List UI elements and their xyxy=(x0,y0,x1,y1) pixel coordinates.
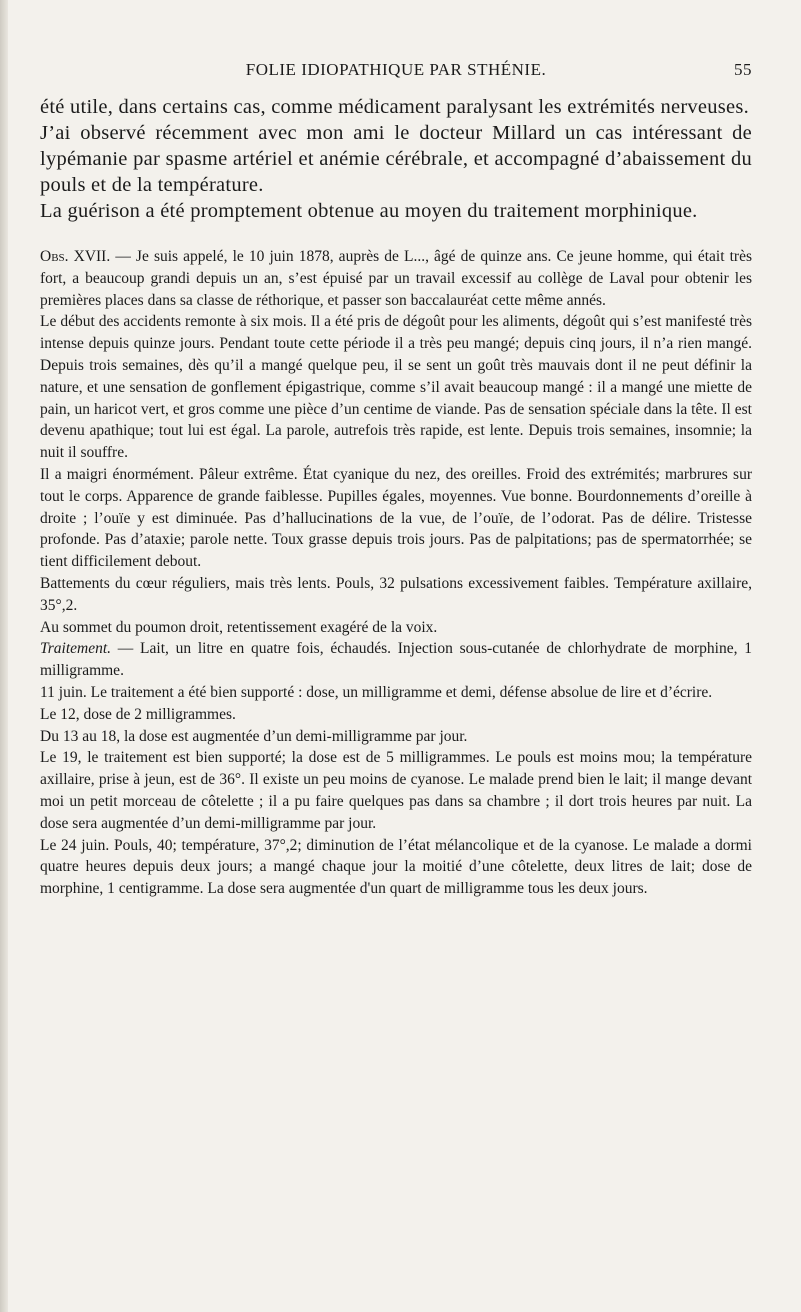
observation-text: — Je suis appelé, le 10 juin 1878, auprès de L..., âgé de quinze ans. Ce jeune homme, qui était très fort, a beaucoup grandi depuis un an, s’est épuisé par un travail excessif au collège de Laval pour obtenir les premières places dans sa classe de réthorique, et passer son baccalauréat cette même annés. xyxy=(40,248,752,309)
intro-paragraph: été utile, dans certains cas, comme médicament paralysant les extrémités nerveuses. xyxy=(40,96,749,118)
observation-block xyxy=(40,246,752,900)
book-page xyxy=(40,58,752,900)
observation-paragraph: 11 juin. Le traitement a été bien supporté : dose, un milligramme et demi, défense absolue de lire et d’écrire. xyxy=(40,683,713,701)
intro-text xyxy=(40,94,752,224)
observation-paragraph: Le 24 juin. Pouls, 40; température, 37°,2; diminution de l’état mélancolique et de la cyanose. Le malade a dormi quatre heures depuis deux jours; a mangé chaque jour la moitié d’une côtelette, deux litres de lait; dose de morphine, 1 centigramme. La dose sera augmentée d'un quart de milligramme tous les deux jours. xyxy=(40,836,752,898)
running-title: FOLIE IDIOPATHIQUE PAR STHÉNIE. xyxy=(245,60,547,79)
observation-paragraph: Au sommet du poumon droit, retentissement exagéré de la voix. xyxy=(40,618,438,636)
observation-paragraph: Le 19, le traitement est bien supporté; la dose est de 5 milligrammes. Le pouls est moins mou; la température axillaire, prise à jeun, est de 36°. Il existe un peu moins de cyanose. Le malade prend bien le lait; il mange devant moi un petit morceau de côtelette ; il a pu faire quelques pas dans sa chambre ; il dort trois heures par nuit. La dose sera augmentée d’un demi-milligramme par jour. xyxy=(40,749,752,832)
treatment-paragraph xyxy=(40,638,752,682)
treatment-label: Traitement. xyxy=(40,640,112,658)
observation-paragraph: Du 13 au 18, la dose est augmentée d’un demi-milligramme par jour. xyxy=(40,727,468,745)
running-head xyxy=(40,58,752,88)
observation-paragraph: Le 12, dose de 2 milligrammes. xyxy=(40,705,236,723)
page-number: 55 xyxy=(734,60,752,79)
observation-paragraph: Le début des accidents remonte à six mois. Il a été pris de dégoût pour les aliments, dégoût qui s’est manifesté très intense depuis quinze jours. Pendant toute cette période il a très peu mangé; depuis cinq jours, il n’a rien mangé. Depuis trois semaines, dès qu’il a mangé quelque peu, il se sent un goût très mauvais dont il ne peut définir la nature, et une sensation de gonflement épigastrique, comme s’il avait beaucoup mangé : il a mangé une miette de pain, un haricot vert, et gros comme une pièce d’un centime de viande. Pas de sensation spéciale dans la tête. Il est devenu apathique; tout lui est égal. La parole, autrefois très rapide, est lente. Depuis trois semaines, insomnie; la nuit il souffre. xyxy=(40,313,752,462)
intro-paragraph: La guérison a été promptement obtenue au moyen du traitement morphinique. xyxy=(40,200,698,222)
page-binding-edge xyxy=(0,0,8,1312)
treatment-text: — Lait, un litre en quatre fois, échaudés. Injection sous-cutanée de chlorhydrate de morphine, 1 milligramme. xyxy=(40,640,752,680)
intro-paragraph: J’ai observé récemment avec mon ami le docteur Millard un cas intéressant de lypémanie par spasme artériel et anémie cérébrale, et accompagné d’abaissement du pouls et de la température. xyxy=(40,122,752,196)
observation-paragraph: Battements du cœur réguliers, mais très lents. Pouls, 32 pulsations excessivement faibles. Température axillaire, 35°,2. xyxy=(40,574,752,614)
observation-paragraph: Il a maigri énormément. Pâleur extrême. État cyanique du nez, des oreilles. Froid des extrémités; marbrures sur tout le corps. Apparence de grande faiblesse. Pupilles égales, moyennes. Vue bonne. Bourdonnements d’oreille à droite ; l’ouïe y est diminuée. Pas d’hallucinations de la vue, de l’ouïe, de l’odorat. Pas de délire. Tristesse profonde. Pas d’ataxie; parole nette. Toux grasse depuis trois jours. Pas de palpitations; pas de spermatorrhée; se tient difficilement debout. xyxy=(40,465,752,571)
observation-first-paragraph xyxy=(40,246,752,311)
observation-label: Obs. XVII. xyxy=(40,248,111,265)
